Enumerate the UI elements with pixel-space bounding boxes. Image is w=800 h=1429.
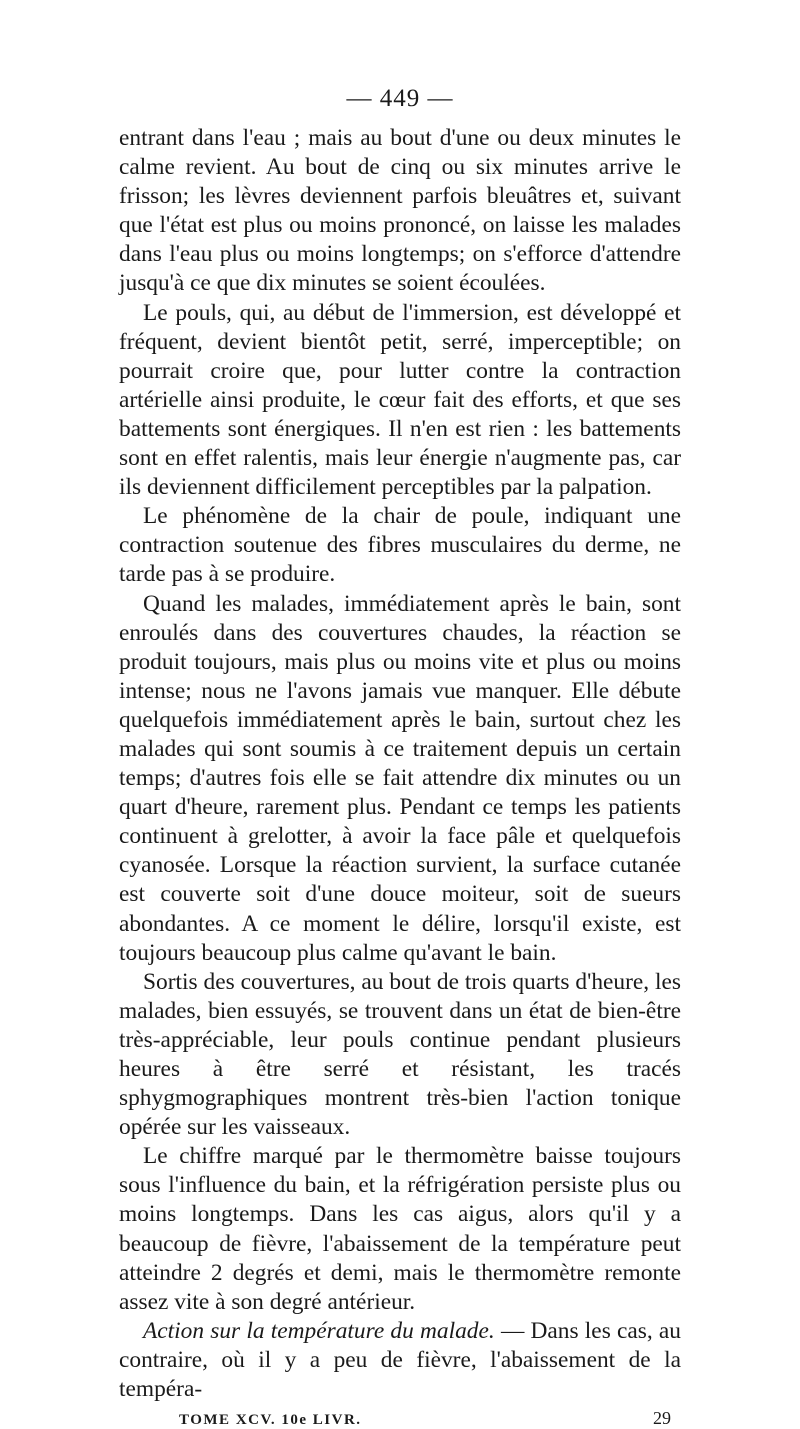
body-text bbox=[119, 124, 681, 1404]
paragraph-6: Le chiffre marqué par le thermomètre baisse toujours sous l'influence du bain, et la réfrigération persiste plus ou moins longtemps. Dans les cas aigus, alors qu'il y a beaucoup de fièvre, l'abaissement de la température peut atteindre 2 degrés et demi, mais le thermomètre remonte assez vite à son degré antérieur. bbox=[119, 1143, 681, 1315]
book-page bbox=[119, 82, 681, 1429]
paragraph-5: Sortis des couvertures, au bout de trois quarts d'heure, les malades, bien essuyés, se trouvent dans un état de bien-être très-appréciable, leur pouls continue pendant plusieurs heures à être serré et résistant, les tracés sphygmographiques montrent très-bien l'action tonique opérée sur les vaisseaux. bbox=[119, 968, 681, 1141]
section-lead-italic: Action sur la température du malade. bbox=[143, 1317, 495, 1344]
paragraph-4: Quand les malades, immédiatement après le bain, sont enroulés dans des couvertures chaudes, la réaction se produit toujours, mais plus ou moins vite et plus ou moins intense; nous ne l'avons jamais vue manquer. Elle débute quelquefois immédiatement après le bain, surtout chez les malades qui sont soumis à ce traitement depuis un certain temps; d'autres fois elle se fait attendre dix minutes ou un quart d'heure, rarement plus. Pendant ce temps les patients continuent à grelotter, à avoir la face pâle et quelquefois cyanosée. Lorsque la réaction survient, la surface cutanée est couverte soit d'une douce moiteur, soit de sueurs abondantes. A ce moment le délire, lorsqu'il existe, est toujours beaucoup plus calme qu'avant le bain. bbox=[119, 590, 681, 966]
paragraph-2: Le pouls, qui, au début de l'immersion, est développé et fréquent, devient bientôt petit, serré, imperceptible; on pourrait croire que, pour lutter contre la contraction artérielle ainsi produite, le cœur fait des efforts, et que ses battements sont énergiques. Il n'en est rien : les battements sont en effet ralentis, mais leur énergie n'augmente pas, car ils deviennent difficilement perceptibles par la palpation. bbox=[119, 299, 681, 501]
paragraph-7 bbox=[119, 1317, 681, 1404]
signature-mark: 29 bbox=[653, 1408, 671, 1429]
paragraph-3: Le phénomène de la chair de poule, indiquant une contraction soutenue des fibres musculaires du derme, ne tarde pas à se produire. bbox=[119, 503, 681, 588]
page-number: — 449 — bbox=[346, 85, 454, 112]
page-footer bbox=[119, 1408, 681, 1429]
section-lead-text: — Dans les cas, au contraire, où il y a peu de fièvre, l'abaissement de la tempéra- bbox=[119, 1317, 681, 1403]
volume-line: TOME XCV. 10e LIVR. bbox=[179, 1412, 362, 1429]
paragraph-1: entrant dans l'eau ; mais au bout d'une ou deux minutes le calme revient. Au bout de cinq ou six minutes arrive le frisson; les lèvres deviennent parfois bleuâtres et, suivant que l'état est plus ou moins prononcé, on laisse les malades dans l'eau plus ou moins longtemps; on s'efforce d'attendre jusqu'à ce que dix minutes se soient écoulées. bbox=[119, 125, 681, 297]
